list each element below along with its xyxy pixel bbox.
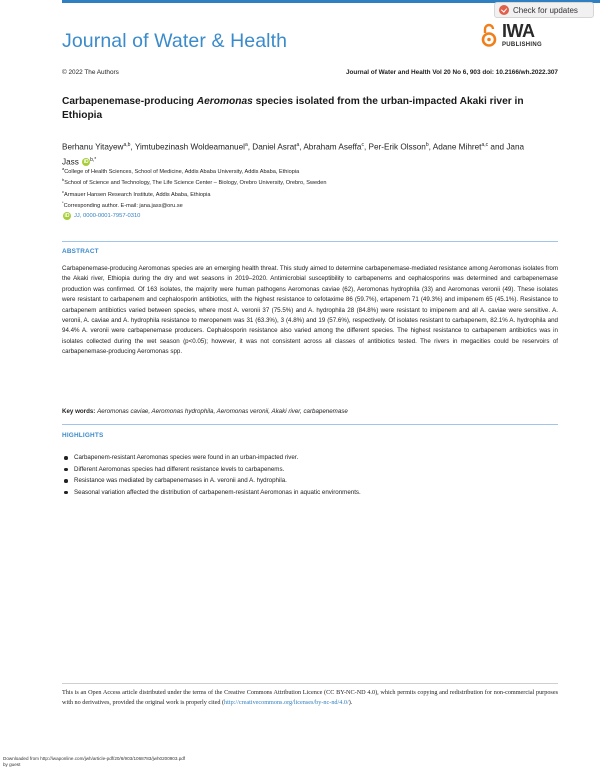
- author: Jana Jass: [62, 142, 525, 167]
- iwa-logo-subtext: PUBLISHING: [502, 42, 543, 48]
- affiliation: $^c$Armauer Hansen Research Institute, Addis Ababa, Ethiopia: [62, 188, 211, 198]
- author-sup: b: [425, 142, 429, 148]
- download-line: by guest: [3, 762, 21, 767]
- license-body: This is an Open Access article distributed under the terms of the Creative Commons Attribution Licence (CC BY-NC-ND 4.0), which permits copying and redistribution for non-commercial purposes with no derivatives, provided the original work is properly cited (: [62, 689, 558, 707]
- license-tail: ).: [348, 699, 353, 707]
- highlights-heading: HIGHLIGHTS: [62, 432, 104, 439]
- highlights-list: [62, 452, 558, 498]
- section-divider: [62, 241, 558, 242]
- iwa-logo-text: IWA: [502, 21, 535, 41]
- corresponding-author: *Corresponding author. E-mail: jana.jass@oru.se: [62, 200, 183, 210]
- orcid-icon[interactable]: iD: [83, 159, 89, 166]
- affiliation: $^a$College of Health Sciences, School of Medicine, Addis Ababa University, Addis Ababa, Ethiopia: [62, 166, 300, 175]
- keywords-text: Aeromonas caviae, Aeromonas hydrophila, Aeromonas veronii, Akaki river, carbapenemase: [97, 408, 348, 415]
- list-item: Carbapenem-resistant Aeromonas species were found in an urban-impacted river.: [62, 452, 558, 464]
- license-text: [62, 688, 558, 709]
- title-suffix: species isolated from the urban-impacted Akaki river in Ethiopia: [62, 96, 524, 121]
- license-divider: [62, 683, 558, 684]
- author-sup: b,*: [90, 156, 97, 163]
- author-sup: a: [296, 142, 300, 148]
- copyright: © 2022 The Authors: [62, 69, 119, 76]
- check-updates-icon: [499, 5, 509, 15]
- author-sup: a,b: [123, 142, 131, 148]
- keywords-label: Key words:: [62, 408, 96, 415]
- download-line: Downloaded from http://iwaponline.com/jwh/article-pdf/20/6/903/1068783/jwh0200903.pdf: [3, 756, 186, 761]
- orcid-initials: JJ: [74, 213, 80, 219]
- article-meta-line: [62, 69, 558, 76]
- license-link[interactable]: http://creativecommons.org/licenses/by-nc-nd/4.0/: [224, 699, 349, 707]
- author-sup: c: [361, 142, 364, 148]
- iwa-publishing-logo: [502, 22, 554, 52]
- orcid-id-link[interactable]: 0000-0001-7957-0310: [83, 213, 141, 219]
- affiliation: $^b$School of Science and Technology, The Life Science Center – Biology, Orebro University, Orebro, Sweden: [62, 177, 327, 187]
- author-sup: a: [244, 142, 248, 148]
- list-item: Different Aeromonas species had different resistance levels to carbapenems.: [62, 464, 558, 476]
- open-access-icon: [481, 22, 497, 48]
- author: Abraham Aseffa: [303, 142, 362, 152]
- author-sup: a,c: [481, 142, 489, 148]
- author: Daniel Asrat: [252, 142, 297, 152]
- keywords: [62, 408, 558, 415]
- affiliations: [62, 165, 542, 211]
- check-for-updates-button[interactable]: [494, 2, 594, 18]
- list-item: Resistance was mediated by carbapenemases in A. veronii and A. hydrophila.: [62, 475, 558, 487]
- journal-reference: Journal of Water and Health Vol 20 No 6, 903 doi: 10.2166/wh.2022.307: [345, 69, 558, 76]
- orcid-line[interactable]: iD JJ , 0000-0001-7957-0310: [64, 213, 141, 219]
- author: Per-Erik Olsson: [368, 142, 426, 152]
- author: Yimtubezinash Woldeamanuel: [134, 142, 245, 152]
- orcid-icon: iD: [64, 213, 70, 219]
- section-divider: [62, 424, 558, 425]
- author: Adane Mihret: [432, 142, 482, 152]
- abstract-heading: ABSTRACT: [62, 248, 99, 255]
- title-italic: Aeromonas: [196, 96, 253, 107]
- title-prefix: Carbapenemase-producing: [62, 96, 197, 107]
- author: Berhanu Yitayew: [62, 142, 124, 152]
- check-updates-label: Check for updates: [513, 5, 578, 15]
- article-title: [62, 95, 542, 123]
- abstract-text: Carbapenemase-producing Aeromonas species are an emerging health threat. This study aimed to determine carbapenemase-mediated resistance among Aeromonas isolates from the Akaki river, Ethiopia during the dry and wet seasons in 2019–2020. Antimicrobial susceptibility to carbapenems and cephalosporins was determined and carbapenemase production was confirmed. Of 163 isolates, the majority were human pathogens Aeromonas caviae (62), Aeromonas hydrophila (33) and Aeromonas veronii (49). These isolates were resistant to carbapenem and cephalosporin antibiotics, with the highest resistance to cefotaxime 86 (59.7%), ertapenem 71 (49.3%) and imipenem 65 (45.1%). Resistance to carbapenem antibiotics varied between species, where most A. veronii 37 (75.5%) and A. hydrophila 28 (84.8%) were resistant to imipenem and all A. caviae were sensitive. A. veronii, A. caviae and A. hydrophila resistance to meropenem was 31 (63.3%), 3 (4.8%) and 19 (57.6%), respectively. Of isolates resistant to carbapenem, 82.1% A. hydrophila and 94.4% A. veronii were carbapenemase producers. Cephalosporin resistance also varied among the different species. The highest resistance to carbapenem antibiotics was in isolates collected during the wet season (p<0.05); however, it was not consistent across all classes of antibiotics tested. The rivers in megacities could be reservoirs of carbapenemase-producing Aeromonas spp.: [62, 265, 558, 356]
- author-list: Berhanu Yitayew$^{a,b}$, Yimtubezinash Woldeamanuel$^a$, Daniel Asrat$^a$, Abraham Aseffa$^c$, Per-Erik Olsson$^b$, Adane Mihret$^{a,c}$ and Jana Jass iD $^{b,*}$: [62, 142, 525, 167]
- list-item: Seasonal variation affected the distribution of carbapenem-resistant Aeromonas in aquatic environments.: [62, 487, 558, 499]
- download-note: [3, 756, 303, 768]
- journal-name: Journal of Water & Health: [62, 30, 288, 52]
